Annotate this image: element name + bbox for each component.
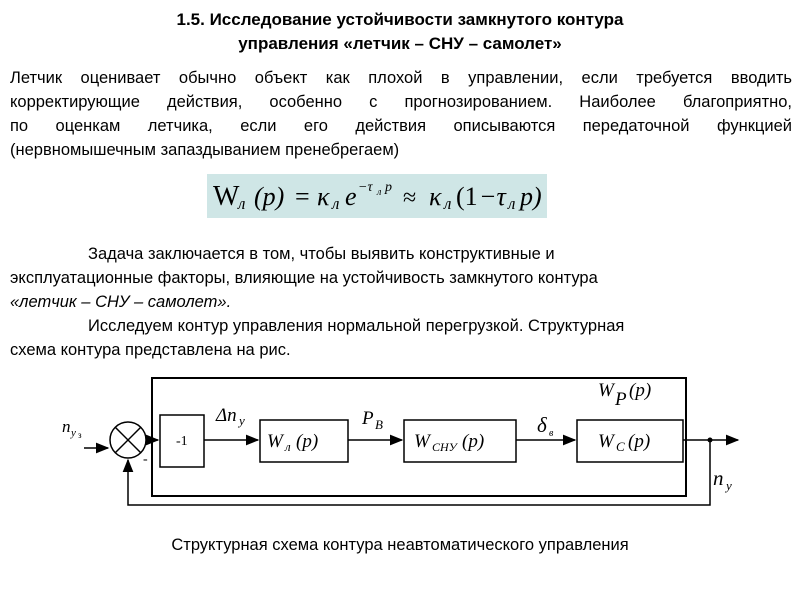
delta-v-label: δ — [537, 413, 547, 437]
intro-line-4: (нервномышечным запаздыванием пренебрегаем) — [10, 141, 400, 159]
formula-tau-sub: л — [508, 194, 516, 213]
formula-paren-open: (1 — [456, 182, 478, 211]
task-line-1: Задача заключается в том, чтобы выявить конструктивные и — [88, 245, 555, 263]
formula-kappa-2-sub: л — [444, 194, 452, 213]
delta-v-sub: в — [549, 428, 554, 439]
formula-kappa-2: κ — [429, 182, 442, 211]
task-line-2: эксплуатационные факторы, влияющие на устойчивость замкнутого контура — [10, 269, 598, 287]
input-label-sub: y — [71, 427, 76, 439]
formula-exp-p: p — [385, 180, 392, 195]
task-line-5: схема контура представлена на рис. — [10, 341, 291, 359]
task-line-3: «летчик – СНУ – самолет». — [10, 293, 232, 311]
formula-exp-sub: л — [377, 187, 382, 198]
block-diagram — [0, 366, 800, 526]
aircraft-block-arg: (p) — [628, 431, 651, 452]
formula-p-close: p) — [520, 182, 542, 211]
formula-eq: = — [295, 182, 310, 211]
formula-approx: ≈ — [403, 185, 417, 211]
intro-line-3: по оценкам летчика, если его действия описываются передаточной функцией — [10, 117, 792, 135]
formula-minus-tau: −τ — [479, 182, 506, 211]
pilot-block-arg: (p) — [296, 431, 319, 452]
wp-label-arg: (p) — [629, 380, 652, 401]
intro-paragraph — [10, 66, 792, 162]
aircraft-block-sub: C — [616, 439, 625, 454]
input-label-sub2: з — [78, 430, 82, 440]
snu-block-arg: (p) — [462, 431, 485, 452]
pilot-block-sub: л — [285, 439, 291, 454]
slide-title — [0, 8, 800, 56]
delta-n-sub: y — [239, 413, 245, 428]
wp-label-sub: P — [615, 389, 627, 410]
wp-label-w: W — [598, 380, 614, 401]
minus-sign: - — [143, 452, 148, 467]
pilot-block-w: W — [267, 431, 283, 452]
formula-p-arg: (p) — [254, 182, 285, 211]
aircraft-block-w: W — [598, 431, 614, 452]
output-label-n: n — [713, 466, 724, 490]
delta-n-label: Δn — [216, 405, 237, 426]
intro-line-2: корректирующие действия, особенно с прогнозированием. Наиболее благоприятно, — [10, 93, 792, 111]
input-label-n: n — [62, 417, 71, 436]
snu-block-w: W — [414, 431, 430, 452]
formula-exp: −τ — [358, 180, 373, 195]
diagram-caption: Структурная схема контура неавтоматического управления — [171, 536, 629, 554]
task-paragraph — [10, 242, 792, 362]
pilot-transfer-function-formula — [207, 174, 547, 218]
branch-point — [708, 438, 713, 443]
formula-sub-l: л — [238, 194, 246, 213]
gain-block-label: -1 — [176, 434, 188, 449]
formula-e: e — [345, 182, 357, 211]
snu-block-sub: СНУ — [432, 440, 457, 454]
pb-label: P — [362, 408, 374, 429]
formula-kappa-1: κ — [317, 182, 330, 211]
title-line-1: 1.5. Исследование устойчивости замкнутого контура — [176, 10, 624, 29]
formula-kappa-1-sub: л — [332, 194, 340, 213]
intro-line-1: Летчик оценивает обычно объект как плохой в управлении, если требуется вводить — [10, 69, 792, 87]
formula-w: W — [213, 181, 240, 212]
pb-sub: B — [375, 417, 383, 432]
output-label-sub: y — [726, 478, 732, 493]
title-line-2: управления «летчик – СНУ – самолет» — [238, 34, 562, 53]
task-line-4: Исследуем контур управления нормальной перегрузкой. Структурная — [88, 317, 625, 335]
